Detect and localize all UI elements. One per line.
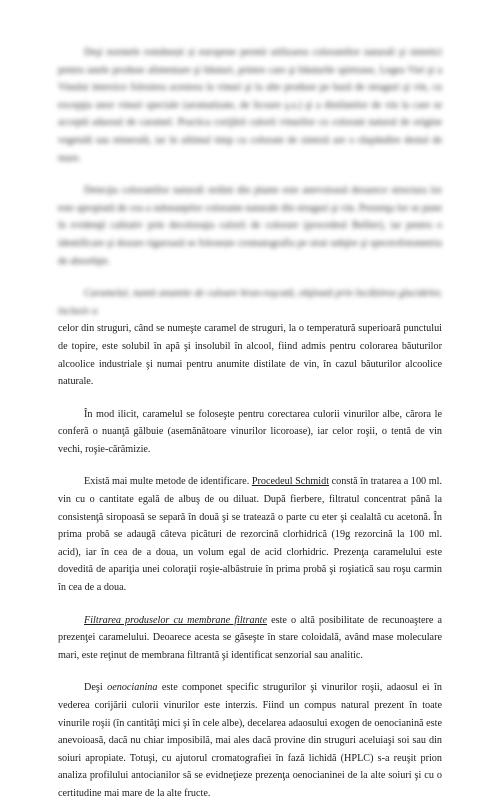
methods-intro-text: Există mai multe metode de identificare. [84,476,252,488]
blurred-preview-section [58,44,442,320]
blurred-paragraph-2: Detecţia colorantilor naturali străini din plante este anevoioasă deoarece structura lor este apropiată de cea a substanţelor colorante naturale din struguri şi vin. Prezenţa lor se pune în evidenţă calitativ prin decoloraţia culorii de colorare (procedeul Bellier), iar pentru o identificare şi dozare riguroasă se folosește cromatografia pe strat subţire şi spectrofotometria de absorbţie. [58,185,442,267]
blurred-paragraph-1: Deşi normele românești și europene permit utilizarea colorantilor naturali şi sintetici pentru unele produse alimentare şi băuturi, printre care şi băuturile spirtoase, Legea Viei şi a Vinului interzice folosirea acestora la vinuri şi la alte produse pe bază de struguri şi vin, cu excepţia unor vinuri speciale (aromatizate, de licoare ş.a.) şi a distilatelor de vin la care se acceptă adaosul de caramel. Practica corijării culorii vinurilor cu colorant natural de origine vegetală sau minerală, iar în ultimul timp cu colorant de sinteză are o răspândire destul de mare. [58,47,442,164]
procedeul-schmidt-link[interactable]: Procedeul Schmidt [251,476,330,488]
oenocianina-term: oenocianina [107,682,158,694]
membrane-filtration-paragraph [58,612,442,665]
membrane-filtration-text: este o altă posibilitate de recunoaştere a prezenţei caramelului. Deoarece acesta se găseşte în stare coloidală, având mase moleculare mari, este reţinut de membrana filtrantă şi identificat senzorial sau analitic. [58,614,443,661]
blurred-paragraph-3-start: Caramelul, numit anumite de culoare brun-roşcată, obţinută prin încălzirea glucidelor, inclusiv a [58,288,442,317]
membrane-filtration-link[interactable]: Filtrarea produselor cu membrane filtrante [84,614,268,626]
caramel-paragraph-continuation: celor din struguri, când se numeşte caramel de struguri, la o temperatură superioară punctului de topire, este solubil în apă şi insolubil în alcool, fiind admis pentru colorarea băuturilor alcoolice industriale şi numai pentru anumite distilate de vin, în cazul băuturilor alcoolice naturale. [58,323,442,388]
oenocianina-text: este componet specific strugurilor şi vinurilor roşii, adaosul ei în vederea corijării culorii vinurilor este interzis. Fiind un compus natural prezent în toate vinurile roşii (în cantităţi mici şi în cele albe), decelarea adaosului exogen de oenocianină este anevoioasă, dacă nu chiar imposibilă, mai ales dacă provine din struguri aceluiaşi soi sau din soiuri apropiate. Totuşi, cu ajutorul cromatografiei în fază lichidă (HPLC) s-a reuşit prion analiza profilului antocianilor să se evidneţieze prezenţa oenocianinei de la alte soiuri şi cu o certitudine mai mare de la alte fructe. [58,682,442,799]
oenocianina-paragraph [58,679,442,802]
illicit-use-paragraph: În mod ilicit, caramelul se foloseşte pentru corectarea culorii vinurilor albe, cărora le conferă o nuanţă gălbuie (asemănătoare vinurilor licoroase), iar celor roşii, o tentă de vin vechi, roşie-cărămizie. [58,408,442,455]
schmidt-method-text: constă în tratarea a 100 ml. vin cu o cantitate egală de albuş de ou diluat. După fierbere, filtratul concentrat până la consistenţă siropoasă se separă în două şi se tratează o parte cu eter şi cealaltă cu acetonă. În prima probă se adaugă câteva picături de rezorcină clorhidrică (19g rezorcină la 100 ml. acid), iar în cea de a doua, un volum egal de acid clorhidric. Prezenţa caramelului este dovedită de apariţia unei coloraţii roşie-albăstruie în prima probă şi roşiatică sau roşu carmin în cea de a doua. [58,476,442,594]
oenocianina-intro-text: Deşi [84,682,108,694]
identification-methods-paragraph [58,473,442,596]
